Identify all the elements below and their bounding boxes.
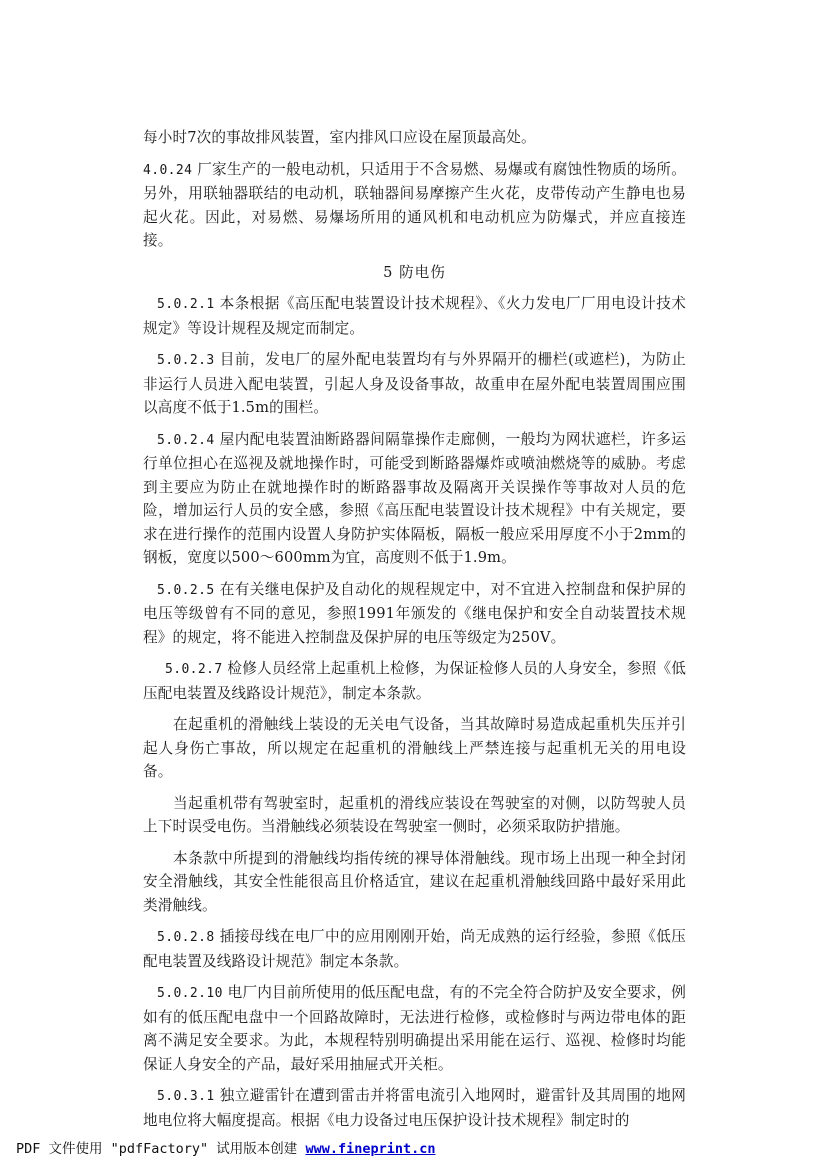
clause-number: 5.0.2.3: [157, 353, 215, 368]
clause-text: 独立避雷针在遭到雷击并将雷电流引入地网时，避雷针及其周围的地网地电位将大幅度提高。根据《电力设备过电压保护设计技术规程》制定时的: [143, 1087, 686, 1129]
paragraph-enclosed-sliding-line: 本条款中所提到的滑触线均指传统的裸导体滑触线。现市场上出现一种全封闭安全滑触线，其安全性能很高且价格适宜，建议在起重机滑触线回路中最好采用此类滑触线。: [143, 849, 686, 914]
clause-number: 5.0.2.7: [165, 662, 223, 677]
clause-text: 电厂内目前所使用的低压配电盘，有的不完全符合防护及安全要求，例如有的低压配电盘中一个回路故障时，无法进行检修，或检修时与两边带电体的距离不满足安全要求。为此，本规程特别明确提出采用能在运行、巡视、检修时均能保证人身安全的产品，最好采用抽屉式开关柜。: [143, 984, 686, 1073]
document-page: [143, 126, 686, 1140]
paragraph-crane-cab: 当起重机带有驾驶室时，起重机的滑线应装设在驾驶室的对侧，以防驾驶人员上下时误受电伤。当滑触线必须装设在驾驶室一侧时，必须采取防护措施。: [143, 794, 686, 835]
clause-5-0-2-7: [143, 657, 686, 705]
pdf-footer: [16, 1137, 435, 1157]
clause-number: 5.0.2.10: [157, 986, 223, 1001]
clause-5-0-2-5: [143, 578, 686, 650]
clause-4-0-24: [143, 158, 686, 253]
clause-text: 本条根据《高压配电装置设计技术规程》、《火力发电厂厂用电设计技术规定》等设计规程及规定而制定。: [143, 295, 686, 337]
clause-5-0-2-10: [143, 981, 686, 1076]
footer-text: PDF 文件使用 "pdfFactory" 试用版本创建: [16, 1141, 306, 1157]
clause-5-0-2-4: [143, 428, 686, 570]
section-heading: 5 防电伤: [383, 263, 446, 281]
clause-5-0-2-1: [143, 292, 686, 340]
clause-number: 5.0.2.8: [157, 930, 215, 945]
footer-link[interactable]: www.fineprint.cn: [305, 1141, 436, 1157]
clause-text: 目前，发电厂的屋外配电装置均有与外界隔开的栅栏(或遮栏)，为防止非运行人员进入配电装置，引起人身及设备事故，故重申在屋外配电装置周围应围以高度不低于1.5m的围栏。: [143, 351, 686, 416]
clause-number: 5.0.2.1: [157, 297, 215, 312]
paragraph-continuation: 每小时7次的事故排风装置，室内排风口应设在屋顶最高处。: [143, 129, 536, 146]
clause-text: 屋内配电装置油断路器间隔靠操作走廊侧，一般均为网状遮栏，许多运行单位担心在巡视及就地操作时，可能受到断路器爆炸或喷油燃烧等的威胁。考虑到主要应为防止在就地操作时的断路器事故及隔离开关误操作等事故对人员的危险，增加运行人员的安全感，参照《高压配电装置设计技术规程》中有关规定，要求在进行操作的范围内设置人身防护实体隔板，隔板一般应采用厚度不小于2mm的钢板，宽度以500～600mm为宜，高度则不低于1.9m。: [143, 430, 686, 566]
clause-5-0-2-3: [143, 348, 686, 420]
clause-5-0-3-1: [143, 1084, 686, 1132]
clause-number: 5.0.2.5: [157, 582, 215, 598]
clause-number: 4.0.24: [143, 162, 193, 178]
clause-text: 在有关继电保护及自动化的规程规定中，对不宜进入控制盘和保护屏的电压等级曾有不同的意见，参照1991年颁发的《继电保护和安全自动装置技术规程》的规定，将不能进入控制盘及保护屏的电压等级定为250V。: [143, 580, 686, 646]
clause-number: 5.0.3.1: [157, 1089, 215, 1104]
clause-5-0-2-8: [143, 925, 686, 973]
clause-number: 5.0.2.4: [157, 432, 215, 448]
clause-text: 检修人员经常上起重机上检修，为保证检修人员的人身安全，参照《低压配电装置及线路设计规范》，制定本条款。: [143, 660, 686, 702]
clause-text: 插接母线在电厂中的应用刚刚开始，尚无成熟的运行经验，参照《低压配电装置及线路设计规范》制定本条款。: [143, 928, 686, 970]
clause-text: 厂家生产的一般电动机，只适用于不含易燃、易爆或有腐蚀性物质的场所。另外，用联轴器联结的电动机，联轴器间易摩擦产生火花，皮带传动产生静电也易起火花。因此，对易燃、易爆场所用的通风机和电动机应为防爆式，并应直接连接。: [143, 160, 686, 249]
paragraph-crane-sliding-line: 在起重机的滑触线上装设的无关电气设备，当其故障时易造成起重机失压并引起人身伤亡事故，所以规定在起重机的滑触线上严禁连接与起重机无关的用电设备。: [143, 716, 686, 780]
